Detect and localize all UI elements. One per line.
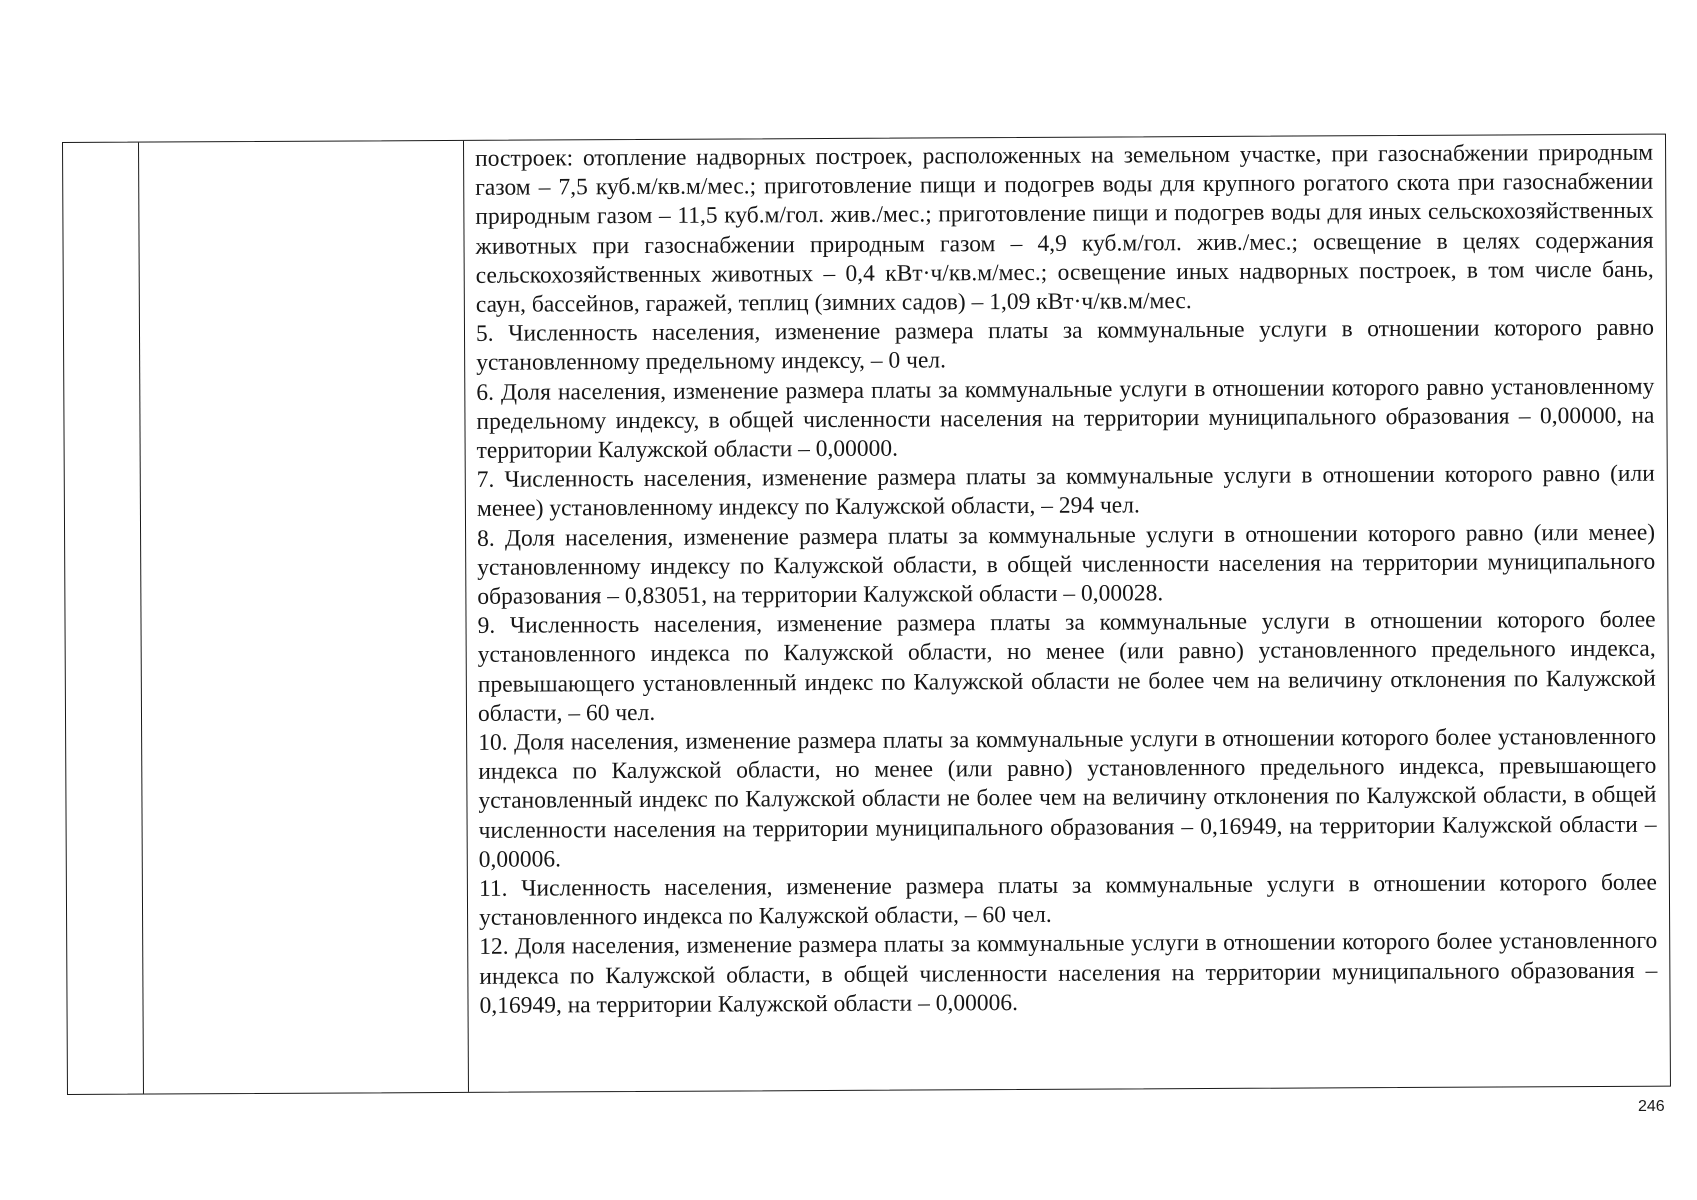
content-table — [62, 134, 1671, 1095]
paragraph: 5. Численность населения, изменение размера платы за коммунальные услуги в отношении которого равно установленному предельному индексу, – 0 чел. — [475, 314, 1655, 377]
paragraph: 12. Доля населения, изменение размера платы за коммунальные услуги в отношении которого более установленного индекса по Калужской области, в общей численности населения на территории муниципального образования – 0,16949, на территории Калужской области – 0,00006. — [479, 928, 1658, 1019]
paragraph: 9. Численность населения, изменение размера платы за коммунальные услуги в отношении которого более установленного индекса по Калужской области, но менее (или равно) установленного предельного индекса, превышающего установленный индекс по Калужской области не более чем на величину отклонения по Калужской области, – 60 чел. — [477, 606, 1656, 727]
paragraph: 6. Доля населения, изменение размера платы за коммунальные услуги в отношении которого равно установленному предельному индексу, в общей численности населения на территории муниципального образования – 0,00000, на территории Калужской области – 0,00000. — [476, 373, 1655, 464]
table-cell-text — [475, 139, 1658, 1021]
page-number: 246 — [1638, 1098, 1665, 1115]
paragraph: 10. Доля населения, изменение размера платы за коммунальные услуги в отношении которого более установленного индекса по Калужской области, но менее (или равно) установленного предельного индекса, превышающего установленный индекс по Калужской области не более чем на величину отклонения по Калужской области, в общей численности населения на территории муниципального образования – 0,16949, на территории Калужской области – 0,00006. — [478, 723, 1657, 873]
paragraph: построек: отопление надворных построек, расположенных на земельном участке, при газоснабжении природным газом – 7,5 куб.м/кв.м/мес.; приготовление пищи и подогрев воды для крупного рогатого скота при газоснабжении природным газом – 11,5 куб.м/гол. жив./мес.; приготовление пищи и подогрев воды для иных сельскохозяйственных животных при газоснабжении природным газом – 4,9 куб.м/гол. жив./мес.; освещение в целях содержания сельскохозяйственных животных – 0,4 кВт·ч/кв.м/мес.; освещение иных надворных построек, в том числе бань, саун, бассейнов, гаражей, теплиц (зимних садов) – 1,09 кВт·ч/кв.м/мес. — [475, 139, 1654, 318]
table-column-divider — [138, 143, 144, 1094]
paragraph: 11. Численность населения, изменение размера платы за коммунальные услуги в отношении которого более установленного индекса по Калужской области, – 60 чел. — [478, 869, 1657, 932]
paragraph: 7. Численность населения, изменение размера платы за коммунальные услуги в отношении которого равно (или менее) установленному индексу по Калужской области, – 294 чел. — [476, 460, 1655, 523]
table-column-divider — [463, 141, 469, 1092]
paragraph: 8. Доля населения, изменение размера платы за коммунальные услуги в отношении которого равно (или менее) установленному индексу по Калужской области, в общей численности населения на территории муниципального образования – 0,83051, на территории Калужской области – 0,00028. — [477, 519, 1656, 610]
